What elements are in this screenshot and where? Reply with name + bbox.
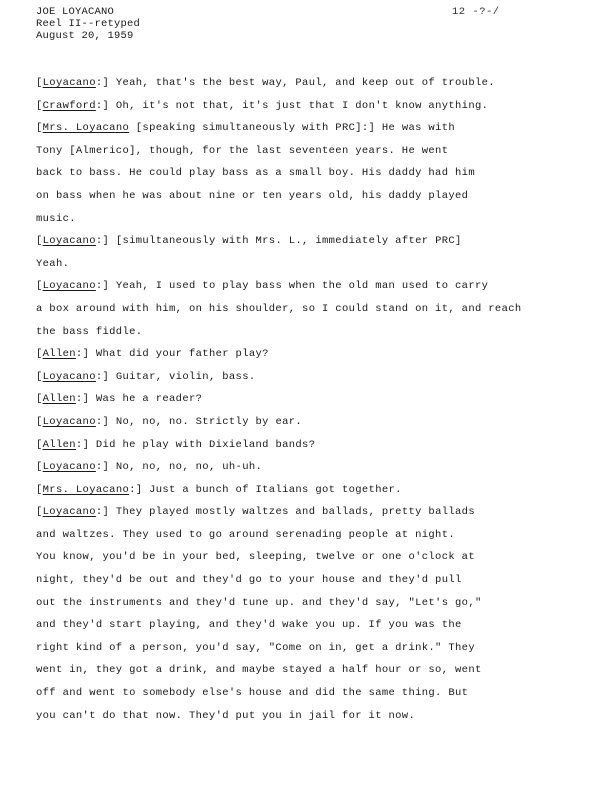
transcript-line: Tony [Almerico], though, for the last seventeen years. He went bbox=[36, 144, 449, 157]
bracket-open: [ bbox=[36, 122, 43, 135]
line-text: :] No, no, no, no, uh-uh. bbox=[95, 461, 263, 474]
transcript-line: music. bbox=[36, 212, 76, 225]
speaker-name: Mrs. Loyacano bbox=[42, 483, 130, 496]
speaker-name: Loyacano bbox=[42, 506, 96, 519]
bracket-open: [ bbox=[36, 483, 43, 496]
speaker-name: Mrs. Loyacano bbox=[42, 122, 130, 135]
bracket-open: [ bbox=[36, 77, 43, 89]
transcript-line bbox=[36, 456, 576, 479]
transcript-line: on bass when he was about nine or ten years old, his daddy played bbox=[36, 189, 469, 202]
transcript-line bbox=[36, 230, 576, 253]
line-text: :] What did your father play? bbox=[75, 348, 269, 361]
speaker-name: Loyacano bbox=[42, 461, 96, 474]
speaker-name: Loyacano bbox=[42, 280, 96, 293]
transcript-line: You know, you'd be in your bed, sleeping, twelve or one o'clock at bbox=[36, 551, 475, 564]
speaker-name: Allen bbox=[42, 438, 76, 451]
speaker-name: Loyacano bbox=[42, 415, 96, 428]
transcript-line: you can't do that now. They'd put you in jail for it now. bbox=[36, 709, 416, 722]
transcript-line bbox=[36, 95, 576, 118]
transcript-line: and waltzes. They used to go around serenading people at night. bbox=[36, 528, 456, 541]
line-text: :] Oh, it's not that, it's just that I don't know anything. bbox=[95, 99, 489, 112]
interviewee-name: JOE LOYACANO bbox=[36, 6, 115, 18]
interview-date: August 20, 1959 bbox=[36, 30, 134, 42]
transcript-line: off and went to somebody else's house and did the same thing. But bbox=[36, 687, 469, 700]
transcript-line bbox=[36, 72, 576, 95]
line-text: :] Yeah, I used to play bass when the old man used to carry bbox=[95, 280, 489, 293]
transcript-line bbox=[36, 117, 576, 140]
transcript-body bbox=[36, 72, 576, 727]
page-number: 12 -?-/ bbox=[452, 6, 500, 18]
bracket-open: [ bbox=[36, 348, 43, 361]
bracket-open: [ bbox=[36, 415, 43, 428]
transcript-line bbox=[36, 479, 576, 502]
transcript-line bbox=[36, 388, 576, 411]
line-text: :] Yeah, that's the best way, Paul, and keep out of trouble. bbox=[95, 77, 495, 89]
reel-label: Reel II--retyped bbox=[36, 18, 141, 30]
bracket-open: [ bbox=[36, 506, 43, 519]
transcript-line: the bass fiddle. bbox=[36, 325, 143, 338]
transcript-line: back to bass. He could play bass as a small boy. His daddy had him bbox=[36, 167, 475, 180]
line-text: :] They played mostly waltzes and ballads, pretty ballads bbox=[95, 506, 475, 519]
document-header bbox=[36, 6, 140, 42]
transcript-line bbox=[36, 366, 576, 389]
bracket-open: [ bbox=[36, 393, 43, 406]
speaker-name: Loyacano bbox=[42, 77, 96, 89]
line-text: :] No, no, no. Strictly by ear. bbox=[95, 415, 303, 428]
line-text: :] Did he play with Dixieland bands? bbox=[75, 438, 316, 451]
bracket-open: [ bbox=[36, 235, 43, 248]
transcript-line: and they'd start playing, and they'd wake you up. If you was the bbox=[36, 619, 462, 632]
transcript-line: Yeah. bbox=[36, 257, 70, 270]
line-text: :] Just a bunch of Italians got together. bbox=[129, 483, 402, 496]
transcript-line bbox=[36, 343, 576, 366]
transcript-line: a box around with him, on his shoulder, so I could stand on it, and reach bbox=[36, 302, 522, 315]
speaker-name: Loyacano bbox=[42, 235, 96, 248]
speaker-name: Loyacano bbox=[42, 370, 96, 383]
line-text: :] Was he a reader? bbox=[75, 393, 203, 406]
line-text: :] [simultaneously with Mrs. L., immediately after PRC] bbox=[95, 235, 462, 248]
transcript-line: out the instruments and they'd tune up. and they'd say, "Let's go," bbox=[36, 596, 482, 609]
bracket-open: [ bbox=[36, 461, 43, 474]
transcript-line: right kind of a person, you'd say, "Come on in, get a drink." They bbox=[36, 641, 475, 654]
speaker-name: Allen bbox=[42, 393, 76, 406]
line-text: [speaking simultaneously with PRC]:] He was with bbox=[129, 122, 456, 135]
bracket-open: [ bbox=[36, 438, 43, 451]
transcript-line bbox=[36, 275, 576, 298]
transcript-line: night, they'd be out and they'd go to your house and they'd pull bbox=[36, 574, 462, 587]
speaker-name: Crawford bbox=[42, 99, 96, 112]
bracket-open: [ bbox=[36, 280, 43, 293]
speaker-name: Allen bbox=[42, 348, 76, 361]
transcript-line: went in, they got a drink, and maybe stayed a half hour or so, went bbox=[36, 664, 482, 677]
transcript-line bbox=[36, 434, 576, 457]
transcript-line bbox=[36, 501, 576, 524]
bracket-open: [ bbox=[36, 370, 43, 383]
bracket-open: [ bbox=[36, 99, 43, 112]
line-text: :] Guitar, violin, bass. bbox=[95, 370, 256, 383]
transcript-line bbox=[36, 411, 576, 434]
